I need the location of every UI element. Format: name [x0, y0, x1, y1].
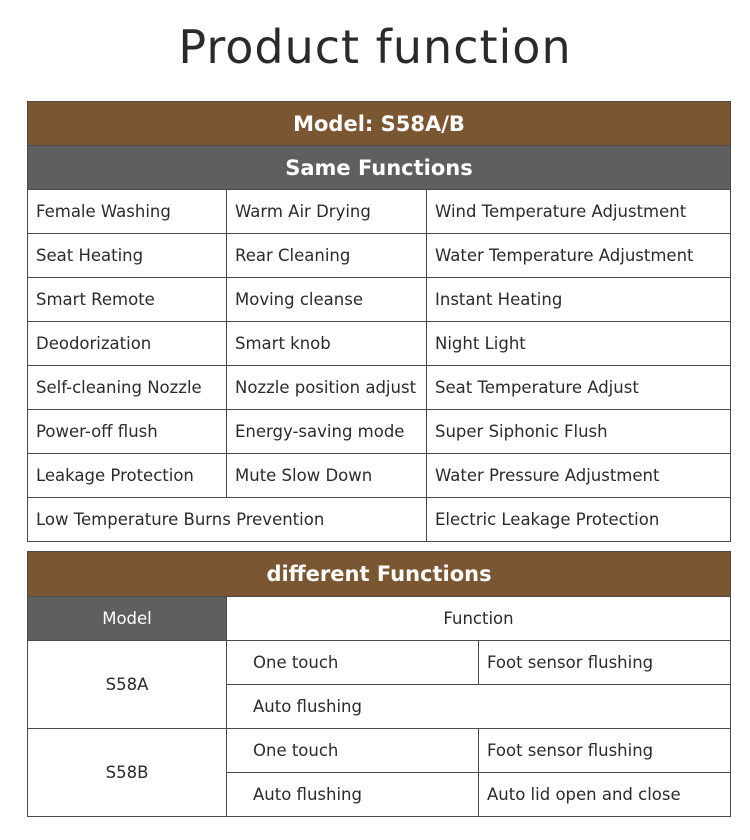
function-cell: Leakage Protection	[28, 454, 227, 498]
table-row	[28, 366, 731, 410]
function-cell: Self-cleaning Nozzle	[28, 366, 227, 410]
different-functions-header: different Functions	[28, 552, 731, 597]
page-title: Product function	[178, 20, 572, 74]
function-cell: Warm Air Drying	[227, 190, 427, 234]
table-row	[28, 190, 731, 234]
function-cell: Power-off flush	[28, 410, 227, 454]
function-cell: Moving cleanse	[227, 278, 427, 322]
function-cell: Smart knob	[227, 322, 427, 366]
model-header-row	[28, 102, 731, 146]
function-cell: Deodorization	[28, 322, 227, 366]
table-row	[28, 454, 731, 498]
function-cell: Energy-saving mode	[227, 410, 427, 454]
function-column-header: Function	[227, 597, 731, 641]
same-functions-table	[27, 101, 731, 542]
column-header-row	[28, 597, 731, 641]
function-cell: Smart Remote	[28, 278, 227, 322]
function-cell: Nozzle position adjust	[227, 366, 427, 410]
function-cell: One touch	[227, 641, 479, 685]
model-cell-s58a: S58A	[28, 641, 227, 729]
function-cell: Night Light	[427, 322, 731, 366]
function-cell: Foot sensor flushing	[479, 641, 731, 685]
table-row	[28, 641, 731, 685]
function-cell: Water Temperature Adjustment	[427, 234, 731, 278]
same-header-row	[28, 146, 731, 190]
model-column-header: Model	[28, 597, 227, 641]
model-cell-s58b: S58B	[28, 729, 227, 817]
function-cell: Seat Heating	[28, 234, 227, 278]
function-cell: Super Siphonic Flush	[427, 410, 731, 454]
table-row	[28, 234, 731, 278]
table-row	[28, 410, 731, 454]
function-cell: One touch	[227, 729, 479, 773]
table-row	[28, 278, 731, 322]
function-cell: Foot sensor flushing	[479, 729, 731, 773]
function-cell: Rear Cleaning	[227, 234, 427, 278]
function-cell: Instant Heating	[427, 278, 731, 322]
table-row	[28, 498, 731, 542]
function-cell: Mute Slow Down	[227, 454, 427, 498]
different-functions-table	[27, 551, 731, 817]
function-cell: Auto flushing	[227, 773, 479, 817]
different-header-row	[28, 552, 731, 597]
function-cell: Low Temperature Burns Prevention	[28, 498, 427, 542]
function-cell: Electric Leakage Protection	[427, 498, 731, 542]
table-row	[28, 729, 731, 773]
function-cell: Female Washing	[28, 190, 227, 234]
function-cell: Water Pressure Adjustment	[427, 454, 731, 498]
function-cell: Seat Temperature Adjust	[427, 366, 731, 410]
table-row	[28, 322, 731, 366]
function-cell: Auto flushing	[227, 685, 731, 729]
function-cell: Wind Temperature Adjustment	[427, 190, 731, 234]
function-cell: Auto lid open and close	[479, 773, 731, 817]
model-header: Model: S58A/B	[28, 102, 731, 146]
same-functions-header: Same Functions	[28, 146, 731, 190]
